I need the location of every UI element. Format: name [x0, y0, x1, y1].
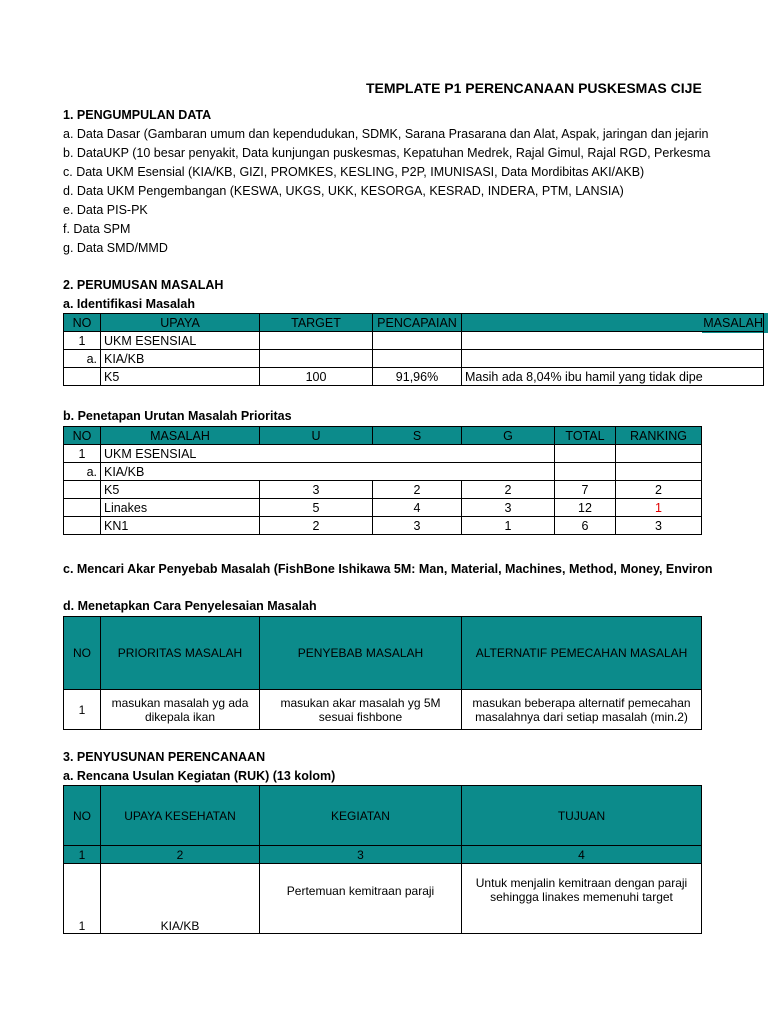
table-row [64, 864, 702, 934]
cell-pencapaian [373, 350, 462, 368]
column-header: RANKING [616, 427, 702, 445]
column-number: 4 [462, 846, 702, 864]
cell-g: 2 [462, 481, 555, 499]
cell-ranking-highlight: 1 [616, 499, 702, 517]
column-number: 3 [260, 846, 462, 864]
data-item: a. Data Dasar (Gambaran umum dan kependudukan, SDMK, Sarana Prasarana dan Alat, Aspak, jaringan dan jejarin [63, 127, 709, 141]
ruk-table [63, 785, 702, 934]
cell-upaya: KIA/KB [101, 350, 260, 368]
cell-no: a. [64, 463, 101, 481]
cell-ranking [616, 445, 702, 463]
column-header: NO [64, 617, 101, 690]
cell-ranking [616, 463, 702, 481]
table-header-row [64, 314, 764, 332]
column-header: MASALAH [462, 314, 764, 332]
column-header: UPAYA KESEHATAN [101, 786, 260, 846]
column-header: S [373, 427, 462, 445]
column-header: NO [64, 427, 101, 445]
table-row [64, 499, 702, 517]
table-row [64, 332, 764, 350]
cell-no: 1 [64, 445, 101, 463]
penyelesaian-heading: d. Menetapkan Cara Penyelesaian Masalah [63, 599, 317, 613]
data-item: d. Data UKM Pengembangan (KESWA, UKGS, UKK, KESORGA, KESRAD, INDERA, PTM, LANSIA) [63, 184, 624, 198]
cell-upaya: UKM ESENSIAL [101, 332, 260, 350]
column-header: MASALAH [101, 427, 260, 445]
table-row [64, 445, 702, 463]
cell-no [64, 481, 101, 499]
column-header: KEGIATAN [260, 786, 462, 846]
cell-no [64, 499, 101, 517]
data-item: f. Data SPM [63, 222, 131, 236]
table-row [64, 481, 702, 499]
cell-ranking: 2 [616, 481, 702, 499]
prioritas-masalah-table [63, 426, 702, 535]
data-item: g. Data SMD/MMD [63, 241, 168, 255]
column-header: G [462, 427, 555, 445]
prioritas-heading: b. Penetapan Urutan Masalah Prioritas [63, 409, 292, 423]
cell-s: 4 [373, 499, 462, 517]
cell-masalah: KIA/KB [101, 463, 555, 481]
cell-s: 3 [373, 517, 462, 535]
fishbone-heading: c. Mencari Akar Penyebab Masalah (FishBone Ishikawa 5M: Man, Material, Machines, Method, Money, Environ [63, 562, 713, 576]
cell-kegiatan: Pertemuan kemitraan paraji [260, 864, 462, 934]
column-header: TARGET [260, 314, 373, 332]
cell-masalah: K5 [101, 481, 260, 499]
penyelesaian-masalah-table [63, 616, 702, 730]
table-header-row [64, 427, 702, 445]
cell-masalah: Linakes [101, 499, 260, 517]
cell-total: 12 [555, 499, 616, 517]
data-item: e. Data PIS-PK [63, 203, 148, 217]
cell-target: 100 [260, 368, 373, 386]
cell-s: 2 [373, 481, 462, 499]
cell-u: 3 [260, 481, 373, 499]
section1-heading: 1. PENGUMPULAN DATA [63, 108, 212, 122]
column-header: PENYEBAB MASALAH [260, 617, 462, 690]
data-item: c. Data UKM Esensial (KIA/KB, GIZI, PROMKES, KESLING, P2P, IMUNISASI, Data Mordibitas AKI/AKB) [63, 165, 645, 179]
cell-masalah: UKM ESENSIAL [101, 445, 555, 463]
column-number-row [64, 846, 702, 864]
table-header-row [64, 617, 702, 690]
cell-target [260, 350, 373, 368]
column-header: U [260, 427, 373, 445]
column-number: 2 [101, 846, 260, 864]
cell-total [555, 445, 616, 463]
column-header: TUJUAN [462, 786, 702, 846]
identifikasi-heading: a. Identifikasi Masalah [63, 297, 195, 311]
cell-prioritas: masukan masalah yg ada dikepala ikan [101, 690, 260, 730]
table-row [64, 517, 702, 535]
cell-no: 1 [64, 690, 101, 730]
cell-total: 6 [555, 517, 616, 535]
column-header: PRIORITAS MASALAH [101, 617, 260, 690]
cell-alternatif: masukan beberapa alternatif pemecahan masalahnya dari setiap masalah (min.2) [462, 690, 702, 730]
cell-no [64, 368, 101, 386]
cell-u: 2 [260, 517, 373, 535]
table-row [64, 690, 702, 730]
column-header: ALTERNATIF PEMECAHAN MASALAH [462, 617, 702, 690]
cell-tujuan: Untuk menjalin kemitraan dengan paraji sehingga linakes memenuhi target [462, 864, 702, 934]
table-row [64, 368, 764, 386]
cell-masalah: Masih ada 8,04% ibu hamil yang tidak dipe [462, 368, 764, 386]
cell-upaya: K5 [101, 368, 260, 386]
cell-masalah [462, 350, 764, 368]
section2-heading: 2. PERUMUSAN MASALAH [63, 278, 224, 292]
cell-total: 7 [555, 481, 616, 499]
cell-total [555, 463, 616, 481]
cell-no [64, 517, 101, 535]
data-item: b. DataUKP (10 besar penyakit, Data kunjungan puskesmas, Kepatuhan Medrek, Rajal Gimul, Rajal RGD, Perkesma [63, 146, 711, 160]
table-row [64, 350, 764, 368]
ruk-heading: a. Rencana Usulan Kegiatan (RUK) (13 kolom) [63, 769, 336, 783]
cell-u: 5 [260, 499, 373, 517]
cell-g: 3 [462, 499, 555, 517]
cell-no: a. [64, 350, 101, 368]
cell-penyebab: masukan akar masalah yg 5M sesuai fishbone [260, 690, 462, 730]
table-row [64, 463, 702, 481]
column-header: UPAYA [101, 314, 260, 332]
cell-pencapaian [373, 332, 462, 350]
cell-masalah [462, 332, 764, 350]
column-header: TOTAL [555, 427, 616, 445]
cell-no: 1 [64, 332, 101, 350]
column-number: 1 [64, 846, 101, 864]
cell-masalah: KN1 [101, 517, 260, 535]
column-header: NO [64, 786, 101, 846]
table-header-row [64, 786, 702, 846]
column-header: NO [64, 314, 101, 332]
cell-g: 1 [462, 517, 555, 535]
cell-target [260, 332, 373, 350]
column-header: PENCAPAIAN [373, 314, 462, 332]
section3-heading: 3. PENYUSUNAN PERENCANAAN [63, 750, 266, 764]
cell-no: 1 [64, 864, 101, 934]
cell-ranking: 3 [616, 517, 702, 535]
identifikasi-masalah-table [63, 313, 764, 386]
cell-pencapaian: 91,96% [373, 368, 462, 386]
cell-upaya: KIA/KB [101, 864, 260, 934]
page-title: TEMPLATE P1 PERENCANAAN PUSKESMAS CIJE [366, 80, 702, 96]
